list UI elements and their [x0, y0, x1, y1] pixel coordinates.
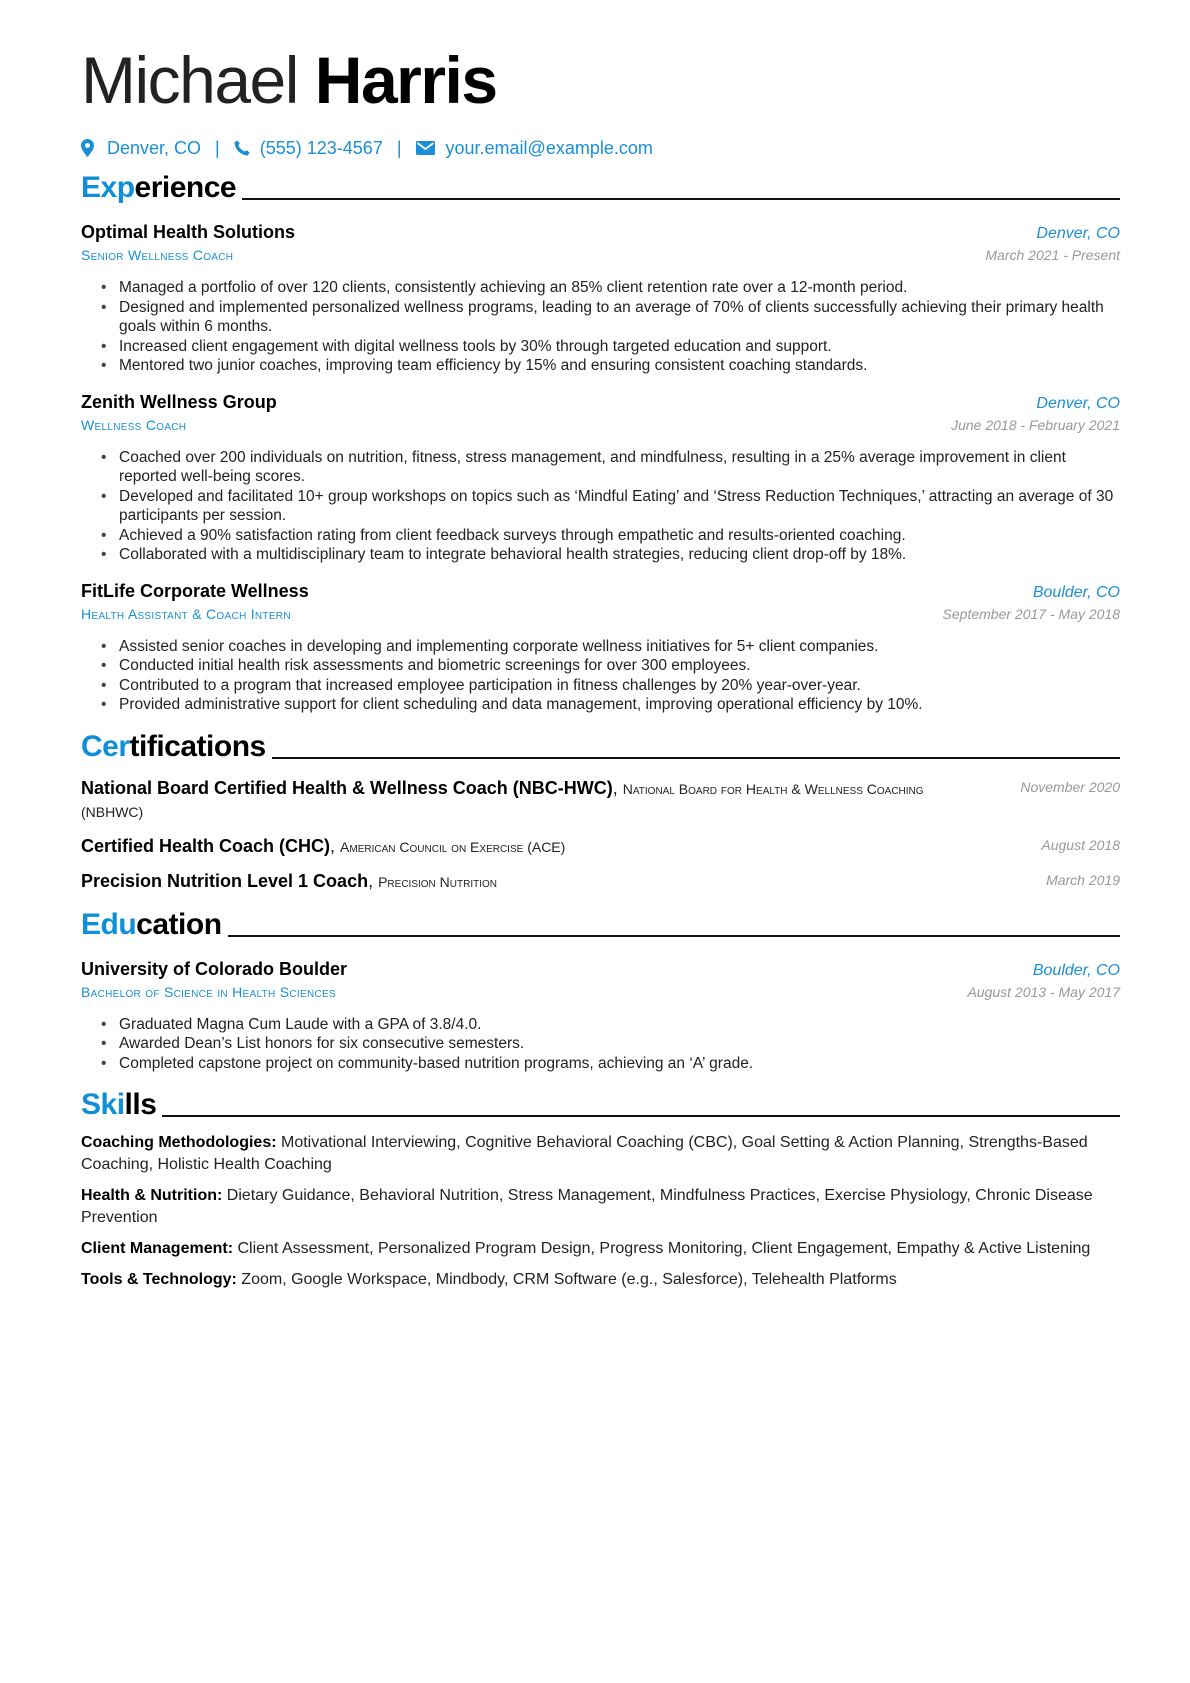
education-section	[81, 907, 1120, 1074]
job-dates: June 2018 - February 2021	[951, 416, 1120, 433]
separator: |	[215, 138, 220, 158]
school-name: University of Colorado Boulder	[81, 958, 348, 979]
heading-rest: cation	[136, 907, 222, 941]
job-bullets	[81, 448, 1120, 565]
skill-category: Tools & Technology:	[81, 1271, 237, 1288]
skill-row	[81, 1132, 1120, 1176]
certification-text: National Board Certified Health & Wellness Coach (NBC-HWC), National Board for Health & Wellness Coaching (NBHWC)	[81, 777, 924, 820]
job-title: Health Assistant & Coach Intern	[81, 605, 291, 622]
certification-item	[81, 870, 1120, 893]
job-subheader	[81, 244, 1120, 266]
divider	[272, 757, 1120, 759]
bullet-item: • Managed a portfolio of over 120 clients, consistently achieving an 85% client retention rate over a 12-month period.	[101, 278, 1120, 298]
heading-rest: tifications	[129, 729, 266, 763]
bullet-item: • Mentored two junior coaches, improving team efficiency by 15% and ensuring consistent coaching standards.	[101, 356, 1120, 376]
job-dates: March 2021 - Present	[985, 247, 1120, 263]
certification-name: National Board Certified Health & Wellness Coach (NBC-HWC)	[81, 777, 613, 798]
candidate-name	[81, 42, 1120, 118]
certification-item	[81, 777, 1120, 823]
experience-section	[81, 170, 1120, 715]
bullet-item: • Increased client engagement with digital wellness tools by 30% through targeted education and support.	[101, 337, 1120, 357]
heading-accent: Ski	[81, 1088, 125, 1121]
certification-issuer: Precision Nutrition	[378, 873, 497, 890]
bullet-item: • Provided administrative support for client scheduling and data management, improving operational efficiency by 10%.	[101, 695, 1120, 715]
divider	[228, 935, 1120, 937]
first-name: Michael	[81, 43, 298, 117]
certification-date: August 2018	[1041, 836, 1120, 853]
heading-accent: Cer	[81, 729, 130, 763]
section-heading	[81, 1087, 1120, 1123]
job-entry	[81, 579, 1120, 715]
skill-list: Dietary Guidance, Behavioral Nutrition, Stress Management, Mindfulness Practices, Exercise Physiology, Chronic Disease Prevention	[81, 1187, 1093, 1226]
skill-row	[81, 1185, 1120, 1229]
bullet-item: • Completed capstone project on community-based nutrition programs, achieving an ‘A’ grade.	[101, 1054, 1120, 1074]
contact-bar	[81, 136, 1120, 160]
phone-link[interactable]: (555) 123-4567	[259, 138, 383, 158]
heading-rest: lls	[124, 1088, 157, 1121]
job-title: Wellness Coach	[81, 416, 187, 433]
skills-section	[81, 1087, 1120, 1291]
degree: Bachelor of Science in Health Sciences	[81, 983, 336, 1000]
bullet-item: • Collaborated with a multidisciplinary team to integrate behavioral health strategies, reducing client drop-off by 18%.	[101, 545, 1120, 565]
job-header	[81, 390, 1120, 414]
section-heading	[81, 170, 1120, 206]
certification-text: Precision Nutrition Level 1 Coach, Precision Nutrition	[81, 870, 497, 891]
certification-name: Certified Health Coach (CHC)	[81, 835, 331, 856]
job-bullets	[81, 637, 1120, 715]
job-header	[81, 220, 1120, 244]
job-location: Denver, CO	[1036, 394, 1120, 412]
bullet-item: • Conducted initial health risk assessments and biometric screenings for over 300 employees.	[101, 656, 1120, 676]
certification-date: November 2020	[1020, 778, 1120, 795]
bullet-item: • Contributed to a program that increased employee participation in fitness challenges by 20% year-over-year.	[101, 676, 1120, 696]
skill-list: Motivational Interviewing, Cognitive Behavioral Coaching (CBC), Goal Setting & Action Planning, Strengths-Based Coaching, Holistic Health Coaching	[81, 1134, 1088, 1173]
phone-icon	[234, 139, 250, 157]
bullet-item: • Assisted senior coaches in developing and implementing corporate wellness initiatives for 5+ client companies.	[101, 637, 1120, 657]
skill-category: Client Management:	[81, 1240, 234, 1257]
skill-row	[81, 1238, 1120, 1260]
bullet-item: • Awarded Dean’s List honors for six consecutive semesters.	[101, 1034, 1120, 1054]
skill-list: Client Assessment, Personalized Program Design, Progress Monitoring, Client Engagement, Empathy & Active Listening	[237, 1240, 1091, 1257]
education-dates: August 2013 - May 2017	[967, 983, 1120, 1000]
section-heading	[81, 907, 1120, 943]
job-bullets	[81, 278, 1120, 376]
job-title: Senior Wellness Coach	[81, 247, 234, 263]
job-entry	[81, 390, 1120, 565]
divider	[162, 1115, 1120, 1117]
skill-category: Coaching Methodologies:	[81, 1134, 277, 1151]
certification-date: March 2019	[1046, 871, 1120, 888]
bullet-item: • Achieved a 90% satisfaction rating from client feedback surveys through empathetic and results-oriented coaching.	[101, 526, 1120, 546]
bullet-item: • Coached over 200 individuals on nutrition, fitness, stress management, and mindfulness, resulting in a 25% average improvement in client reported well-being scores.	[101, 448, 1120, 487]
email-link[interactable]: your.email@example.com	[445, 138, 653, 158]
school-location: Boulder, CO	[1032, 961, 1120, 979]
location: Denver, CO	[107, 138, 202, 158]
company-name: FitLife Corporate Wellness	[81, 580, 309, 601]
job-location: Boulder, CO	[1032, 583, 1120, 601]
education-bullets	[81, 1015, 1120, 1074]
job-entry	[81, 220, 1120, 376]
company-name: Zenith Wellness Group	[81, 391, 277, 412]
resume	[81, 0, 1120, 1291]
certification-item	[81, 835, 1120, 858]
skill-list: Zoom, Google Workspace, Mindbody, CRM Software (e.g., Salesforce), Telehealth Platforms	[241, 1271, 897, 1288]
certification-issuer: National Board for Health & Wellness Coaching (NBHWC)	[81, 780, 924, 820]
job-subheader	[81, 414, 1120, 436]
bullet-item: • Graduated Magna Cum Laude with a GPA of 3.8/4.0.	[101, 1015, 1120, 1035]
certifications-section	[81, 729, 1120, 893]
company-name: Optimal Health Solutions	[81, 222, 296, 242]
skill-row	[81, 1269, 1120, 1291]
certification-name: Precision Nutrition Level 1 Coach	[81, 870, 369, 891]
certification-issuer: American Council on Exercise (ACE)	[340, 838, 566, 855]
heading-accent: Edu	[81, 907, 137, 941]
skill-category: Health & Nutrition:	[81, 1187, 223, 1204]
section-heading	[81, 729, 1120, 765]
envelope-icon	[416, 139, 436, 157]
job-dates: September 2017 - May 2018	[942, 605, 1120, 622]
bullet-item: • Designed and implemented personalized wellness programs, leading to an average of 70% of clients successfully achieving their primary health goals within 6 months.	[101, 298, 1120, 337]
education-entry	[81, 957, 1120, 1074]
divider	[242, 198, 1120, 200]
bullet-item: • Developed and facilitated 10+ group workshops on topics such as ‘Mindful Eating’ and ‘Stress Reduction Techniques,’ attracting an average of 30 participants per session.	[101, 487, 1120, 526]
job-location: Denver, CO	[1036, 225, 1120, 242]
heading-accent: Exp	[81, 171, 135, 204]
map-pin-icon	[81, 139, 97, 157]
heading-rest: erience	[134, 171, 237, 204]
last-name: Harris	[314, 43, 497, 117]
certification-text: Certified Health Coach (CHC), American Council on Exercise (ACE)	[81, 835, 566, 856]
job-header	[81, 579, 1120, 603]
job-subheader	[81, 603, 1120, 625]
separator: |	[396, 138, 402, 158]
